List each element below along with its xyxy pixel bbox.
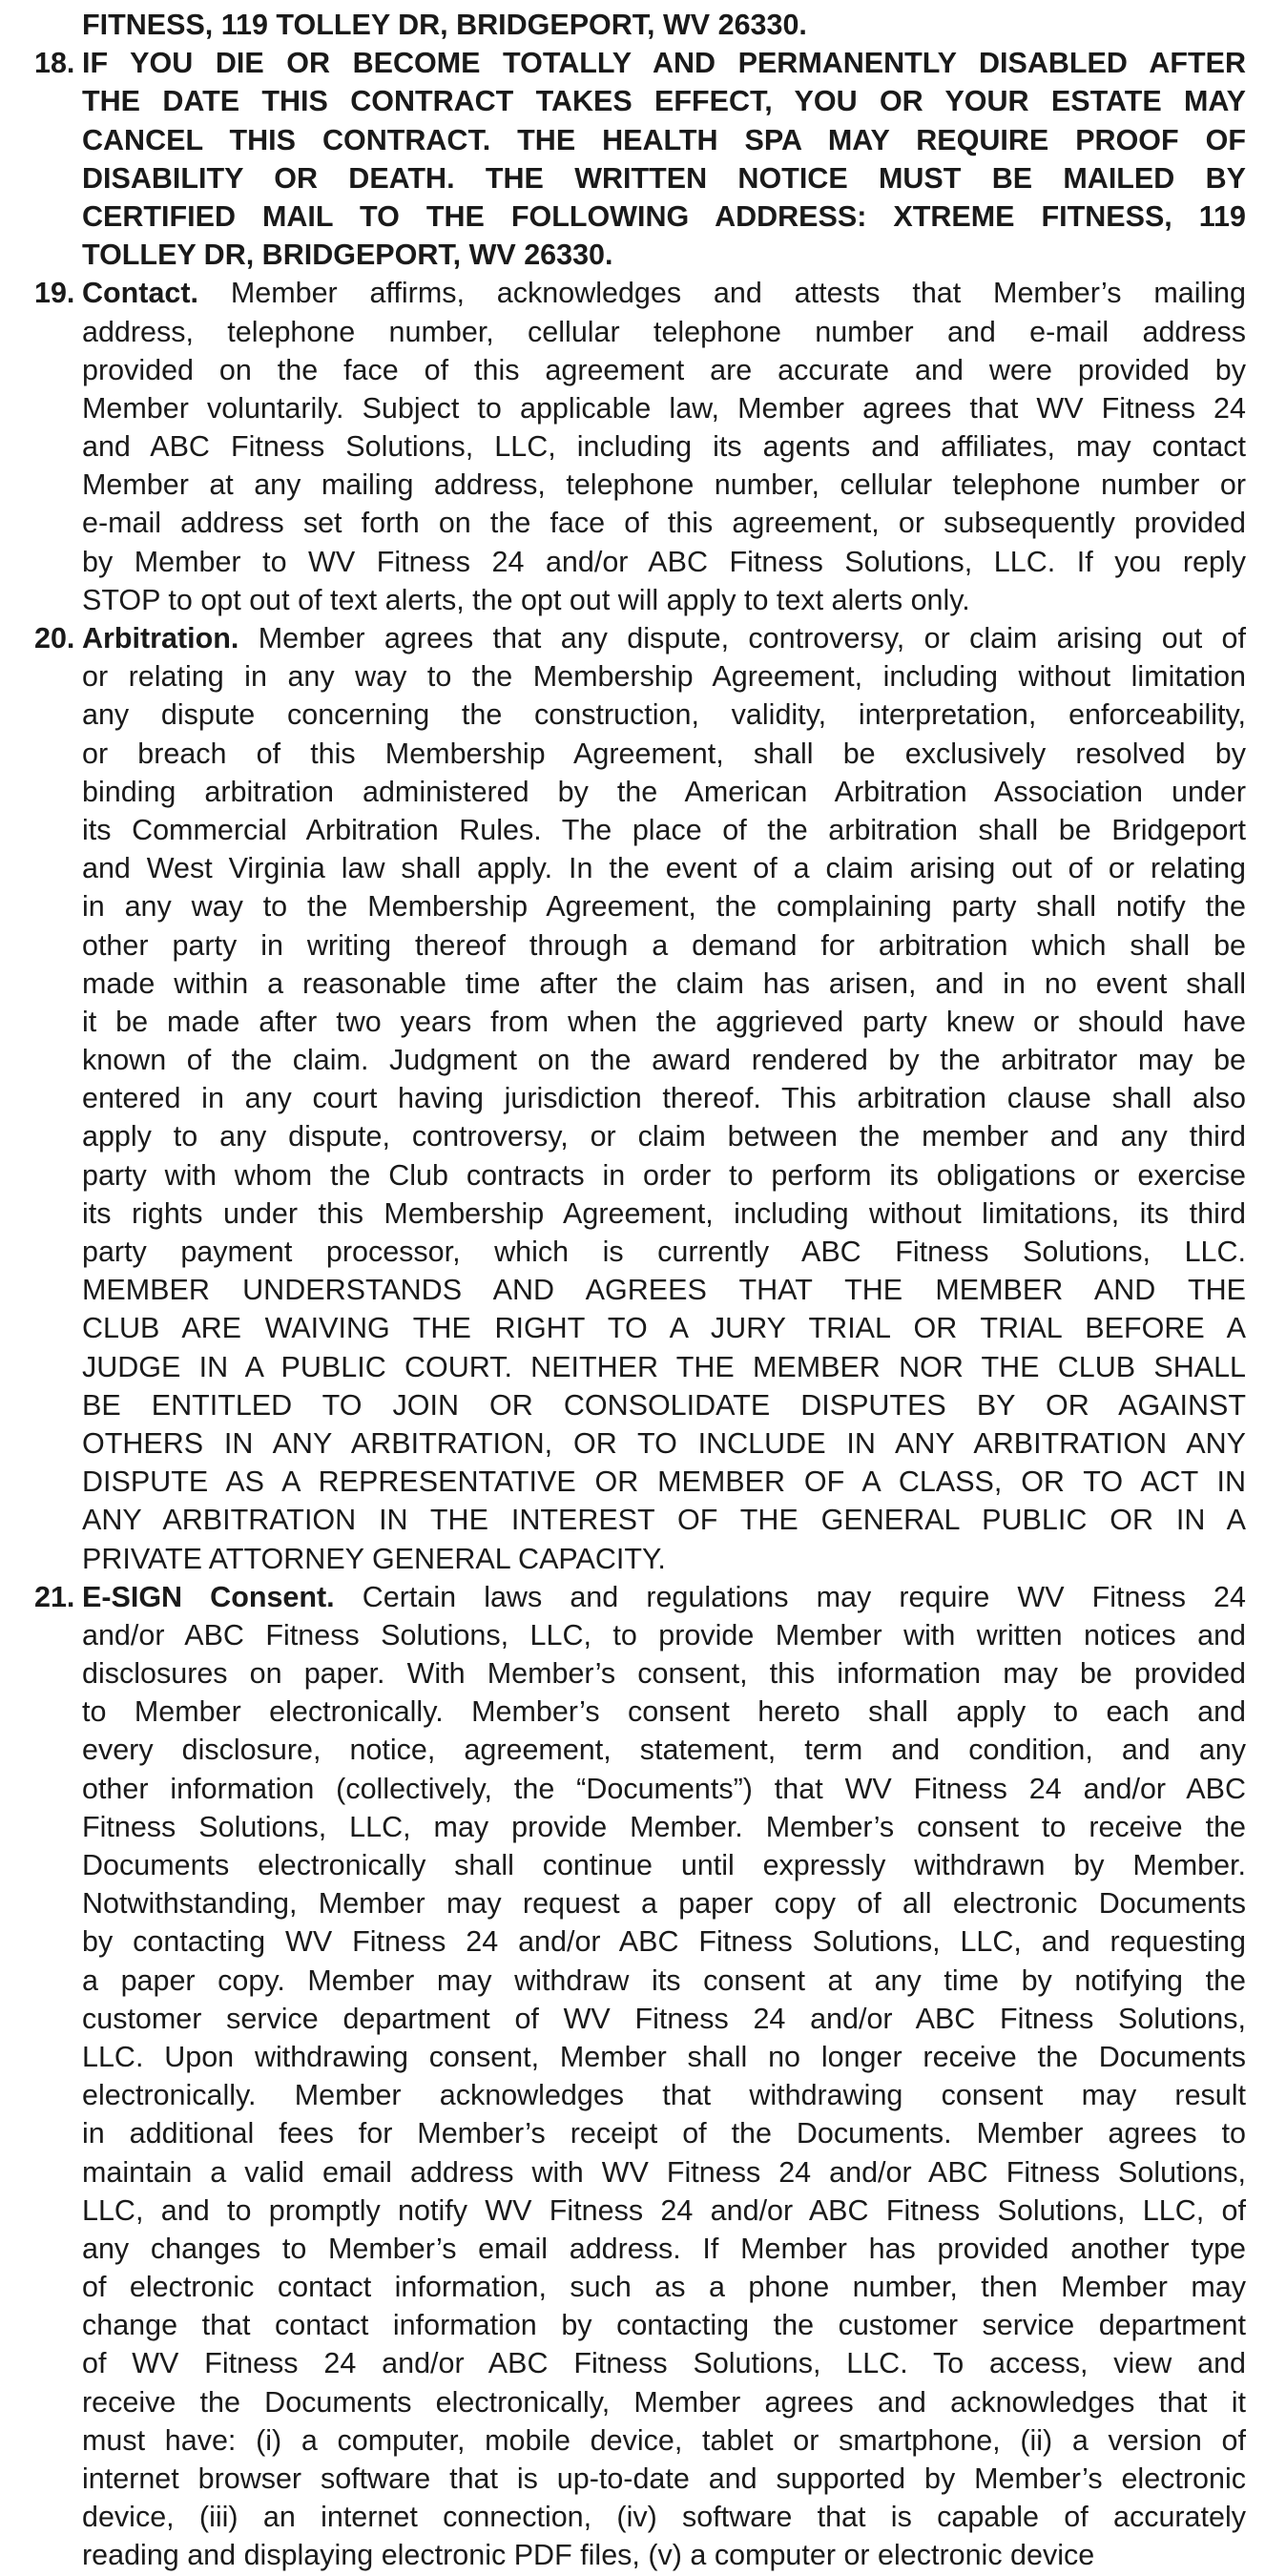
section-line-text: by contacting WV Fitness 24 and/or ABC Fitness Solutions, LLC, and requesting	[82, 1925, 1246, 1959]
section-line-text: Member voluntarily. Subject to applicable law, Member agrees that WV Fitness 24	[82, 391, 1246, 425]
section-line	[34, 351, 1246, 389]
section-19	[34, 274, 1246, 619]
section-line	[34, 965, 1246, 1003]
section-line-text: Documents electronically shall continue until expressly withdrawn by Member.	[82, 1849, 1246, 1881]
section-line-text: Member at any mailing address, telephone number, cellular telephone number or	[82, 468, 1246, 502]
section-line	[34, 504, 1246, 542]
section-line-text: or relating in any way to the Membership Agreement, including without limitation	[82, 660, 1246, 694]
section-line	[34, 887, 1246, 925]
section-heading: E-SIGN Consent.	[82, 1580, 335, 1613]
section-line	[34, 1041, 1246, 1079]
section-line	[34, 1195, 1246, 1233]
section-line	[34, 2153, 1246, 2192]
section-line	[34, 1501, 1246, 1539]
section-line	[34, 313, 1246, 351]
section-line	[34, 1463, 1246, 1501]
section-line	[34, 197, 1246, 236]
section-line	[34, 1616, 1246, 1654]
section-line-text: must have: (i) a computer, mobile device, tablet or smartphone, (ii) a version of	[82, 2423, 1246, 2457]
section-line	[34, 1770, 1246, 1808]
section-line-text: of electronic contact information, such as a phone number, then Member may	[82, 2271, 1246, 2304]
section-line	[34, 2192, 1246, 2230]
section-line-text: DISPUTE AS A REPRESENTATIVE OR MEMBER OF A CLASS, OR TO ACT IN	[82, 1465, 1246, 1499]
section-line-text: customer service department of WV Fitness 24 and/or ABC Fitness Solutions,	[82, 2002, 1246, 2035]
section-line-text: Member affirms, acknowledges and attests that Member’s mailing	[230, 277, 1246, 310]
section-line-text: electronically. Member acknowledges that withdrawing consent may result	[82, 2079, 1246, 2112]
section-line-text: party with whom the Club contracts in order to perform its obligations or exercise	[82, 1158, 1246, 1192]
section-line	[34, 389, 1246, 427]
section-line-text: CANCEL THIS CONTRACT. THE HEALTH SPA MAY REQUIRE PROOF OF	[82, 123, 1246, 156]
section-line-text: ANY ARBITRATION IN THE INTEREST OF THE GENERAL PUBLIC OR IN A	[82, 1504, 1246, 1537]
section-line	[34, 1348, 1246, 1386]
section-line	[34, 2268, 1246, 2306]
section-line-text: it be made after two years from when the aggrieved party knew or should have	[82, 1005, 1246, 1038]
section-line	[34, 1540, 1246, 1578]
section-line	[34, 1922, 1246, 1961]
section-line	[34, 1808, 1246, 1846]
section-line	[34, 1731, 1246, 1769]
document-page	[34, 6, 1246, 2575]
section-line-text: or breach of this Membership Agreement, shall be exclusively resolved by	[82, 737, 1246, 770]
section-line-text: LLC. Upon withdrawing consent, Member shall no longer receive the Documents	[82, 2040, 1246, 2073]
section-line-text: STOP to opt out of text alerts, the opt out will apply to text alerts only.	[82, 583, 970, 616]
section-line-text: of WV Fitness 24 and/or ABC Fitness Solutions, LLC. To access, view and	[82, 2347, 1246, 2380]
section-line-text: in additional fees for Member’s receipt of the Documents. Member agrees to	[82, 2117, 1246, 2150]
section-line-text: party payment processor, which is currently ABC Fitness Solutions, LLC.	[82, 1236, 1246, 1268]
section-number: 21.	[34, 1580, 75, 1613]
section-line	[34, 2536, 1246, 2574]
section-line-text: and West Virginia law shall apply. In the event of a claim arising out of or relating	[82, 852, 1246, 885]
section-line	[34, 1578, 1246, 1616]
section-line	[34, 811, 1246, 849]
section-line-text: entered in any court having jurisdiction thereof. This arbitration clause shall also	[82, 1082, 1246, 1115]
sections-container	[34, 44, 1246, 2574]
section-line	[34, 1386, 1246, 1424]
opening-line: FITNESS, 119 TOLLEY DR, BRIDGEPORT, WV 26330.	[82, 9, 807, 41]
section-line-text: TOLLEY DR, BRIDGEPORT, WV 26330.	[82, 239, 613, 272]
section-line-text: by Member to WV Fitness 24 and/or ABC Fitness Solutions, LLC. If you reply	[82, 545, 1246, 578]
section-line-text: Certain laws and regulations may require WV Fitness 24	[362, 1580, 1246, 1613]
section-number: 19.	[34, 277, 75, 310]
section-line-text: binding arbitration administered by the American Arbitration Association under	[82, 775, 1246, 808]
section-line-text: in any way to the Membership Agreement, the complaining party shall notify the	[82, 890, 1246, 924]
section-line-text: every disclosure, notice, agreement, statement, term and condition, and any	[82, 1734, 1246, 1767]
section-line-text: JUDGE IN A PUBLIC COURT. NEITHER THE MEMBER NOR THE CLUB SHALL	[82, 1350, 1246, 1383]
section-line	[34, 159, 1246, 197]
section-line	[34, 2230, 1246, 2268]
section-line-text: reading and displaying electronic PDF files, (v) a computer or electronic device	[82, 2539, 1095, 2572]
section-line	[34, 619, 1246, 657]
section-line	[34, 1156, 1246, 1195]
section-number: 18.	[34, 47, 75, 80]
section-21	[34, 1578, 1246, 2575]
section-line	[34, 82, 1246, 120]
section-line-text: Notwithstanding, Member may request a paper copy of all electronic Documents	[82, 1887, 1246, 1921]
section-line	[34, 1654, 1246, 1693]
section-line	[34, 773, 1246, 811]
section-line-text: its rights under this Membership Agreement, including without limitations, its third	[82, 1196, 1246, 1230]
section-line	[34, 1884, 1246, 1922]
section-line	[34, 581, 1246, 619]
section-line-text: BE ENTITLED TO JOIN OR CONSOLIDATE DISPUTES BY OR AGAINST	[82, 1388, 1246, 1422]
section-line-text: other information (collectively, the “Documents”) that WV Fitness 24 and/or ABC	[82, 1772, 1246, 1805]
section-line-text: to Member electronically. Member’s consent hereto shall apply to each and	[82, 1695, 1246, 1729]
section-line-text: device, (iii) an internet connection, (iv) software that is capable of accurately	[82, 2501, 1246, 2534]
section-line	[34, 44, 1246, 82]
section-line	[34, 1846, 1246, 1884]
section-line-text: e-mail address set forth on the face of this agreement, or subsequently provided	[82, 507, 1246, 540]
section-line	[34, 427, 1246, 466]
section-line-text: disclosures on paper. With Member’s consent, this information may be provided	[82, 1657, 1246, 1691]
section-line	[34, 2421, 1246, 2460]
section-line-text: change that contact information by contacting the customer service department	[82, 2309, 1246, 2342]
section-18	[34, 44, 1246, 274]
section-line-text: and/or ABC Fitness Solutions, LLC, to provide Member with written notices and	[82, 1618, 1246, 1652]
section-line-text: made within a reasonable time after the claim has arisen, and in no event shall	[82, 966, 1246, 1000]
section-line	[34, 2306, 1246, 2344]
section-line-text: and ABC Fitness Solutions, LLC, including its agents and affiliates, may contact	[82, 430, 1246, 464]
section-line	[34, 2498, 1246, 2536]
section-heading: Contact.	[82, 277, 198, 310]
section-line-text: Member agrees that any dispute, controversy, or claim arising out of	[258, 622, 1246, 654]
section-line-text: internet browser software that is up-to-date and supported by Member’s electronic	[82, 2462, 1246, 2495]
section-line	[34, 1424, 1246, 1463]
section-line-text: apply to any dispute, controversy, or claim between the member and any third	[82, 1120, 1246, 1153]
section-line-text: known of the claim. Judgment on the award rendered by the arbitrator may be	[82, 1044, 1246, 1077]
section-line	[34, 2344, 1246, 2382]
section-line	[34, 543, 1246, 581]
section-line	[34, 657, 1246, 696]
section-20	[34, 619, 1246, 1578]
section-line-text: CERTIFIED MAIL TO THE FOLLOWING ADDRESS: XTREME FITNESS, 119	[82, 199, 1246, 233]
section-line-text: LLC, and to promptly notify WV Fitness 24 and/or ABC Fitness Solutions, LLC, of	[82, 2193, 1246, 2227]
section-line	[34, 1117, 1246, 1155]
section-line	[34, 1271, 1246, 1309]
section-line	[34, 274, 1246, 312]
section-line	[34, 2114, 1246, 2152]
section-line-text: receive the Documents electronically, Member agrees and acknowledges that it	[82, 2385, 1246, 2419]
section-line	[34, 1233, 1246, 1271]
section-line	[34, 1003, 1246, 1041]
section-line	[34, 2000, 1246, 2038]
section-heading: Arbitration.	[82, 622, 239, 654]
section-line	[34, 1962, 1246, 2000]
section-line	[34, 2038, 1246, 2076]
section-line-text: a paper copy. Member may withdraw its consent at any time by notifying the	[82, 1963, 1246, 1997]
section-line-text: other party in writing thereof through a demand for arbitration which shall be	[82, 928, 1246, 962]
section-line	[34, 849, 1246, 887]
section-line-text: MEMBER UNDERSTANDS AND AGREES THAT THE MEMBER AND THE	[82, 1274, 1246, 1307]
section-line-text: PRIVATE ATTORNEY GENERAL CAPACITY.	[82, 1542, 666, 1575]
section-line	[34, 2383, 1246, 2421]
section-line-text: maintain a valid email address with WV Fitness 24 and/or ABC Fitness Solutions,	[82, 2155, 1246, 2189]
section-line	[34, 2076, 1246, 2114]
section-line	[34, 1309, 1246, 1347]
section-line-text: any changes to Member’s email address. If Member has provided another type	[82, 2232, 1246, 2265]
section-line	[34, 926, 1246, 965]
section-line-text: address, telephone number, cellular telephone number and e-mail address	[82, 315, 1246, 348]
section-line-text: Fitness Solutions, LLC, may provide Member. Member’s consent to receive the	[82, 1810, 1246, 1843]
section-line	[34, 696, 1246, 734]
section-line	[34, 1079, 1246, 1117]
section-line-text: any dispute concerning the construction, validity, interpretation, enforceability,	[82, 698, 1246, 732]
section-line-text: provided on the face of this agreement are accurate and were provided by	[82, 353, 1246, 386]
section-line-text: THE DATE THIS CONTRACT TAKES EFFECT, YOU OR YOUR ESTATE MAY	[82, 85, 1246, 118]
section-line-text: IF YOU DIE OR BECOME TOTALLY AND PERMANENTLY DISABLED AFTER	[82, 47, 1246, 80]
section-line-text: OTHERS IN ANY ARBITRATION, OR TO INCLUDE IN ANY ARBITRATION ANY	[82, 1426, 1246, 1460]
section-number: 20.	[34, 622, 75, 654]
section-line	[34, 1693, 1246, 1731]
section-line	[34, 2460, 1246, 2498]
section-line-text: DISABILITY OR DEATH. THE WRITTEN NOTICE MUST BE MAILED BY	[82, 161, 1246, 195]
section-line-text: CLUB ARE WAIVING THE RIGHT TO A JURY TRIAL OR TRIAL BEFORE A	[82, 1312, 1246, 1345]
section-line	[34, 466, 1246, 504]
section-line	[34, 121, 1246, 159]
section-line	[34, 236, 1246, 274]
section-line	[34, 735, 1246, 773]
section-line-text: its Commercial Arbitration Rules. The place of the arbitration shall be Bridgeport	[82, 813, 1246, 846]
